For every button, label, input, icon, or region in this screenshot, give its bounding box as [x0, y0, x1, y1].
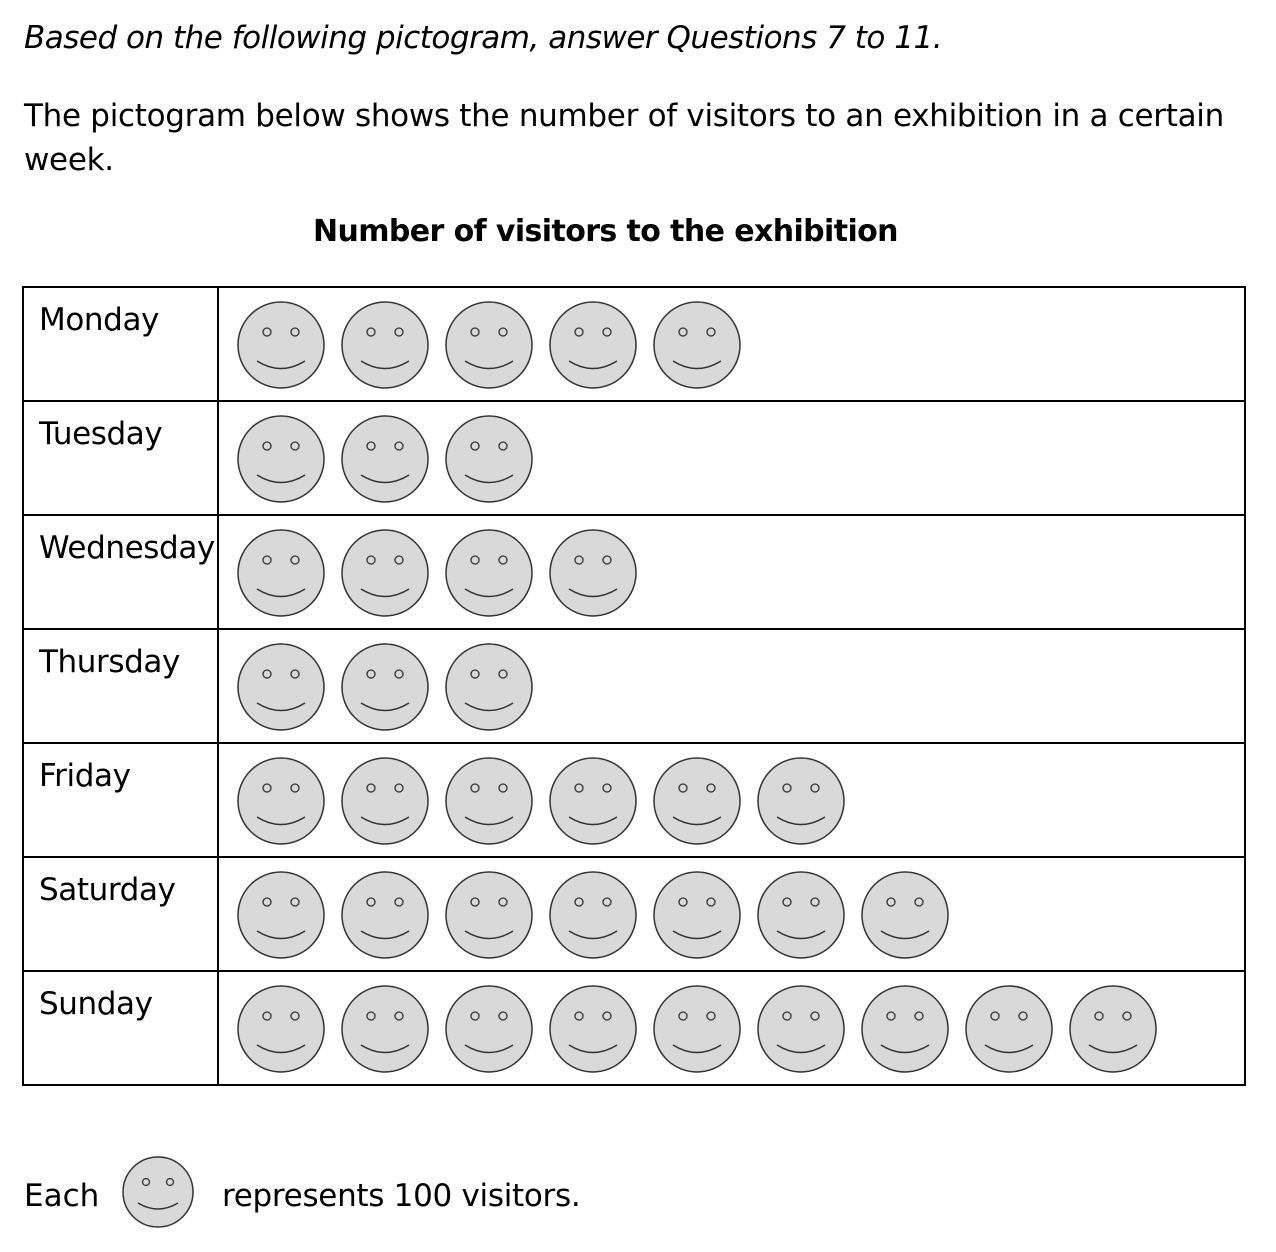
pictogram-table — [22, 286, 1246, 1086]
smiley-face-icon — [862, 872, 948, 958]
smiley-face-icon — [758, 986, 844, 1072]
icon-row — [219, 402, 1239, 514]
smiley-face-icon — [446, 644, 532, 730]
smiley-face-icon — [550, 872, 636, 958]
smiley-face-icon — [342, 758, 428, 844]
icon-row — [219, 744, 1239, 856]
pictogram-row — [23, 971, 1245, 1085]
smiley-face-icon — [654, 302, 740, 388]
intro-text: The pictogram below shows the number of visitors to an exhibition in a certain week. — [24, 98, 1224, 178]
smiley-face-icon — [342, 986, 428, 1072]
smiley-face-icon — [238, 758, 324, 844]
icon-cell — [218, 971, 1245, 1085]
smiley-face-icon — [550, 986, 636, 1072]
smiley-face-icon — [238, 644, 324, 730]
icon-row — [219, 288, 1239, 400]
pictogram-row — [23, 857, 1245, 971]
pictogram-row — [23, 401, 1245, 515]
icon-row — [219, 972, 1239, 1084]
smiley-face-icon — [342, 872, 428, 958]
smiley-face-icon — [238, 872, 324, 958]
day-label: Wednesday — [23, 515, 218, 629]
icon-row — [219, 630, 1239, 742]
pictogram-row — [23, 629, 1245, 743]
icon-cell — [218, 515, 1245, 629]
smiley-face-icon — [446, 530, 532, 616]
icon-cell — [218, 629, 1245, 743]
smiley-face-icon — [654, 758, 740, 844]
smiley-face-icon — [342, 416, 428, 502]
smiley-face-icon — [446, 416, 532, 502]
day-label: Friday — [23, 743, 218, 857]
smiley-face-icon — [966, 986, 1052, 1072]
pictogram-row — [23, 515, 1245, 629]
smiley-face-icon — [238, 302, 324, 388]
smiley-face-icon — [862, 986, 948, 1072]
instruction-text: Based on the following pictogram, answer Questions 7 to 11. — [24, 20, 943, 56]
key-text: represents 100 visitors. — [222, 1178, 581, 1214]
smiley-face-icon — [550, 530, 636, 616]
smiley-face-icon — [120, 1156, 200, 1236]
smiley-face-icon — [446, 758, 532, 844]
day-label: Tuesday — [23, 401, 218, 515]
smiley-face-icon — [238, 986, 324, 1072]
smiley-face-icon — [446, 872, 532, 958]
icon-row — [219, 858, 1239, 970]
smiley-face-icon — [654, 986, 740, 1072]
day-label: Saturday — [23, 857, 218, 971]
icon-cell — [218, 287, 1245, 401]
key — [24, 1156, 724, 1232]
smiley-face-icon — [446, 986, 532, 1072]
day-label: Monday — [23, 287, 218, 401]
smiley-face-icon — [446, 302, 532, 388]
icon-row — [219, 516, 1239, 628]
smiley-face-icon — [342, 644, 428, 730]
smiley-face-icon — [758, 758, 844, 844]
icon-cell — [218, 857, 1245, 971]
day-label: Thursday — [23, 629, 218, 743]
smiley-face-icon — [342, 302, 428, 388]
smiley-face-icon — [1070, 986, 1156, 1072]
smiley-face-icon — [238, 416, 324, 502]
icon-cell — [218, 743, 1245, 857]
chart-title: Number of visitors to the exhibition — [313, 214, 898, 249]
smiley-face-icon — [550, 758, 636, 844]
pictogram-row — [23, 287, 1245, 401]
smiley-face-icon — [654, 872, 740, 958]
smiley-face-icon — [238, 530, 324, 616]
key-each-label: Each — [24, 1178, 100, 1214]
pictogram-row — [23, 743, 1245, 857]
icon-cell — [218, 401, 1245, 515]
smiley-face-icon — [758, 872, 844, 958]
smiley-face-icon — [550, 302, 636, 388]
smiley-face-icon — [342, 530, 428, 616]
day-label: Sunday — [23, 971, 218, 1085]
